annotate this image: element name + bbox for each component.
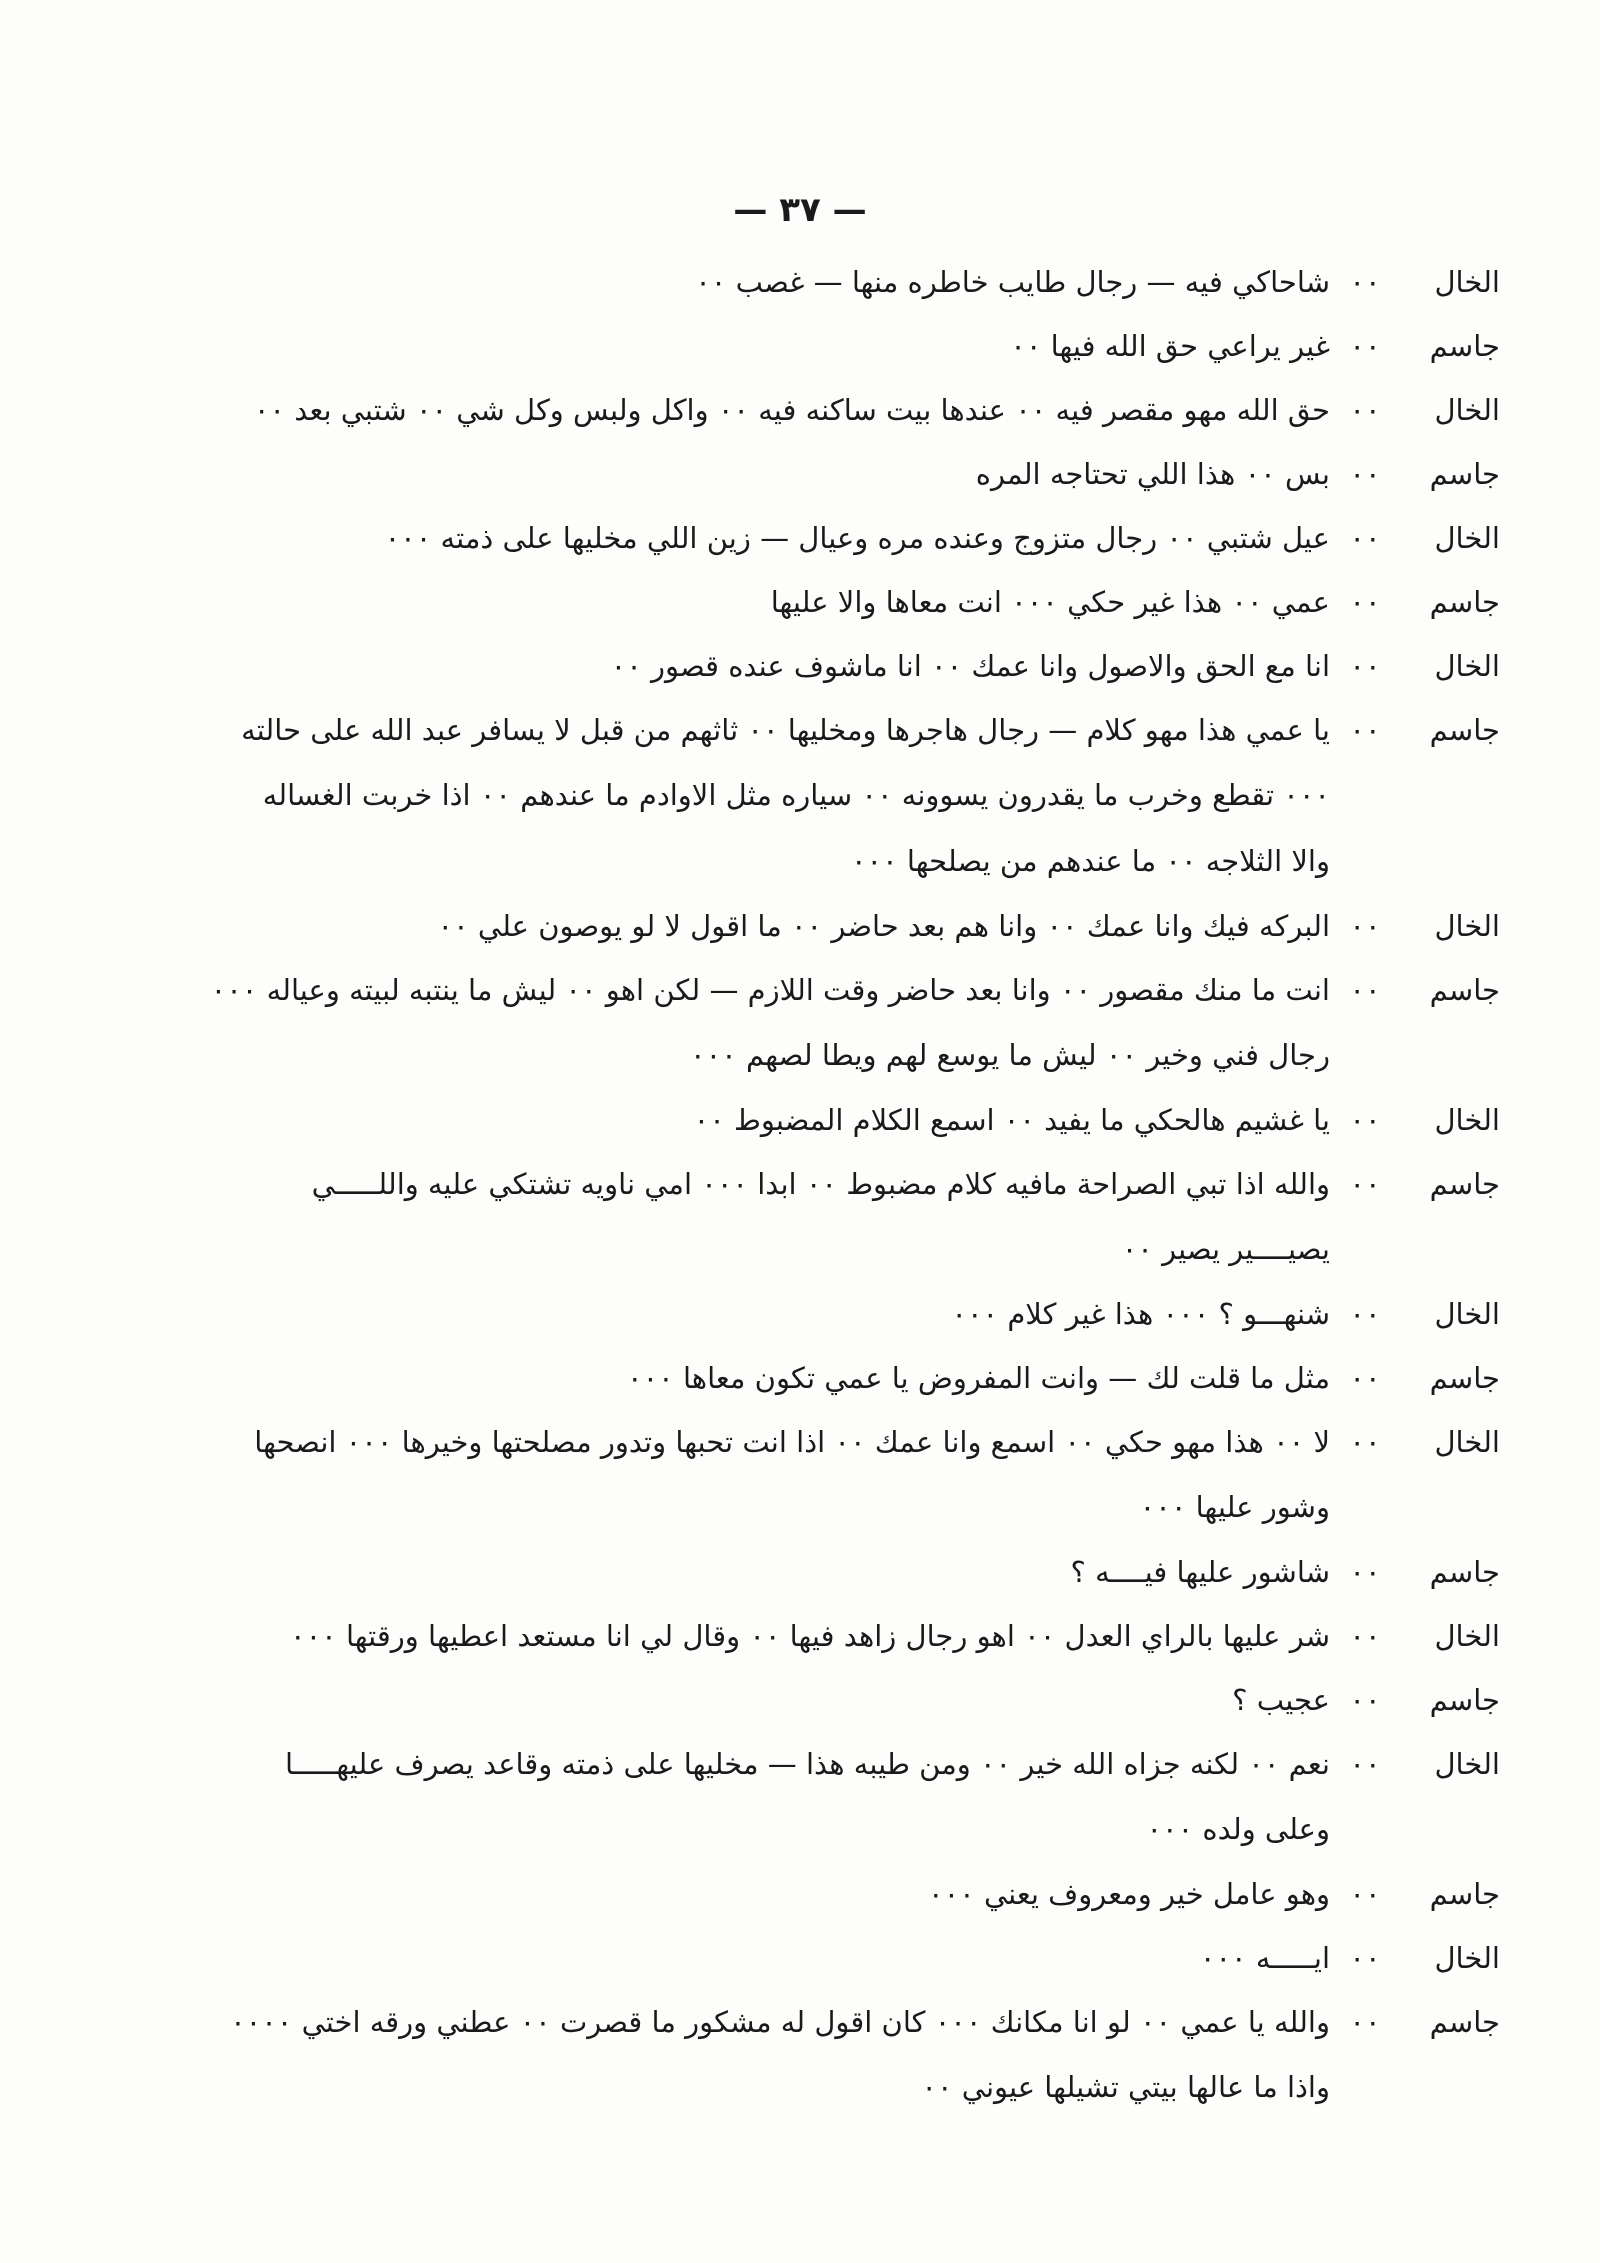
dialogue-line [120, 698, 1500, 762]
speaker-name: الخال [1434, 1425, 1500, 1459]
dialogue-line [120, 1088, 1500, 1152]
dialogue-text: مثل ما قلت لك — وانت المفروض يا عمي تكون معاها ٠٠٠ [627, 1361, 1330, 1395]
dialogue-text: نعم ٠٠ لكنه جزاه الله خير ٠٠ ومن طيبه هذا — مخليها على ذمته وقاعد يصرف عليهـــــا [284, 1747, 1330, 1781]
dialogue-text: عيل شتبي ٠٠ رجال متزوج وعنده مره وعيال — زين اللي مخليها على ذمته ٠٠٠ [384, 521, 1330, 555]
dialogue-text: بس ٠٠ هذا اللي تحتاجه المره [975, 457, 1330, 491]
speaker-name: جاسم [1429, 585, 1500, 619]
speaker-name: الخال [1434, 521, 1500, 555]
continuation-line [120, 1796, 1500, 1862]
speaker-separator: ٠٠ [1349, 973, 1381, 1007]
dialogue-text: شاشور عليها فيــــه ؟ [1070, 1555, 1330, 1589]
speaker-name: الخال [1434, 393, 1500, 427]
dialogue-text: وعلى ولده ٠٠٠ [1146, 1812, 1330, 1846]
dialogue-text: والله اذا تبي الصراحة مافيه كلام مضبوط ٠٠ ابدا ٠٠٠ امي ناويه تشتكي عليه واللـــــي [311, 1167, 1330, 1201]
dialogue-text: عجيب ؟ [1232, 1683, 1330, 1717]
dialogue-text: لا ٠٠ هذا مهو حكي ٠٠ اسمع وانا عمك ٠٠ اذا انت تحبها وتدور مصلحتها وخيرها ٠٠٠ انصحها [254, 1425, 1330, 1459]
speaker-name: الخال [1434, 1619, 1500, 1653]
speaker-name: الخال [1434, 265, 1500, 299]
dialogue-text: البركه فيك وانا عمك ٠٠ وانا هم بعد حاضر ٠٠ ما اقول لا لو يوصون علي ٠٠ [437, 909, 1330, 943]
dialogue-text: شنهـــو ؟ ٠٠٠ هذا غير كلام ٠٠٠ [951, 1297, 1330, 1331]
dialogue-line [120, 506, 1500, 570]
dialogue-line [120, 378, 1500, 442]
dialogue-text: شر عليها بالراي العدل ٠٠ اهو رجال زاهد فيها ٠٠ وقال لي انا مستعد اعطيها ورقتها ٠٠٠ [290, 1619, 1330, 1653]
speaker-name: جاسم [1429, 1167, 1500, 1201]
dialogue-line [120, 442, 1500, 506]
speaker-separator: ٠٠ [1349, 1555, 1381, 1589]
speaker-name: الخال [1434, 909, 1500, 943]
speaker-separator: ٠٠ [1349, 649, 1381, 683]
speaker-separator: ٠٠ [1349, 1683, 1381, 1717]
speaker-separator: ٠٠ [1349, 1877, 1381, 1911]
dialogue-text: يا عمي هذا مهو كلام — رجال هاجرها ومخليها ٠٠ ثاثهم من قبل لا يسافر عبد الله على حالته [241, 713, 1330, 747]
dialogue-line [120, 1346, 1500, 1410]
dialogue-line [120, 1540, 1500, 1604]
speaker-name: جاسم [1429, 713, 1500, 747]
speaker-name: الخال [1434, 1103, 1500, 1137]
dialogue-text: والله يا عمي ٠٠ لو انا مكانك ٠٠٠ كان اقول له مشكور ما قصرت ٠٠ عطني ورقه اختي ٠٠٠٠ [230, 2005, 1330, 2039]
dialogue-text: شاحاكي فيه — رجال طايب خاطره منها — غصب ٠٠ [695, 265, 1330, 299]
dialogue-text: ٠٠٠ تقطع وخرب ما يقدرون يسوونه ٠٠ سياره مثل الاوادم ما عندهم ٠٠ اذا خربت الغساله [262, 778, 1330, 812]
speaker-separator: ٠٠ [1349, 329, 1381, 363]
speaker-name: الخال [1434, 1297, 1500, 1331]
dialogue-line [120, 958, 1500, 1022]
dialogue-line [120, 1410, 1500, 1474]
dialogue-text: وهو عامل خير ومعروف يعني ٠٠٠ [928, 1877, 1330, 1911]
speaker-name: جاسم [1429, 973, 1500, 1007]
dialogue-line [120, 1668, 1500, 1732]
dialogue-line [120, 1926, 1500, 1990]
continuation-line [120, 1474, 1500, 1540]
speaker-separator: ٠٠ [1349, 1747, 1381, 1781]
speaker-name: جاسم [1429, 1877, 1500, 1911]
script-body [120, 250, 1500, 2120]
speaker-separator: ٠٠ [1349, 1297, 1381, 1331]
speaker-name: الخال [1434, 1941, 1500, 1975]
speaker-separator: ٠٠ [1349, 909, 1381, 943]
dialogue-text: يصيــــير يصير ٠٠ [1121, 1232, 1330, 1266]
speaker-separator: ٠٠ [1349, 2005, 1381, 2039]
continuation-line [120, 2054, 1500, 2120]
dialogue-text: ايـــــه ٠٠٠ [1199, 1941, 1330, 1975]
dialogue-text: غير يراعي حق الله فيها ٠٠ [1010, 329, 1330, 363]
speaker-name: الخال [1434, 649, 1500, 683]
dialogue-line [120, 1732, 1500, 1796]
dialogue-text: انت ما منك مقصور ٠٠ وانا بعد حاضر وقت اللازم — لكن اهو ٠٠ ليش ما ينتبه لبيته وعياله ٠٠٠ [210, 973, 1330, 1007]
dialogue-line [120, 314, 1500, 378]
continuation-line [120, 762, 1500, 828]
dialogue-text: عمي ٠٠ هذا غير حكي ٠٠٠ انت معاها والا عليها [770, 585, 1330, 619]
continuation-line [120, 1022, 1500, 1088]
dialogue-text: رجال فني وخير ٠٠ ليش ما يوسع لهم ويطا لصهم ٠٠٠ [690, 1038, 1330, 1072]
dialogue-line [120, 1604, 1500, 1668]
dialogue-line [120, 250, 1500, 314]
speaker-name: الخال [1434, 1747, 1500, 1781]
speaker-separator: ٠٠ [1349, 585, 1381, 619]
dialogue-text: انا مع الحق والاصول وانا عمك ٠٠ انا ماشوف عنده قصور ٠٠ [610, 649, 1330, 683]
speaker-name: جاسم [1429, 2005, 1500, 2039]
dialogue-text: حق الله مهو مقصر فيه ٠٠ عندها بيت ساكنه فيه ٠٠ واكل ولبس وكل شي ٠٠ شتبي بعد ٠٠ [253, 393, 1330, 427]
dialogue-text: والا الثلاجه ٠٠ ما عندهم من يصلحها ٠٠٠ [850, 844, 1330, 878]
speaker-separator: ٠٠ [1349, 1361, 1381, 1395]
speaker-separator: ٠٠ [1349, 1619, 1381, 1653]
dialogue-line [120, 1990, 1500, 2054]
page-number: — ٣٧ — [733, 190, 867, 230]
speaker-separator: ٠٠ [1349, 1425, 1381, 1459]
dialogue-line [120, 894, 1500, 958]
dialogue-text: وشور عليها ٠٠٠ [1139, 1490, 1330, 1524]
dialogue-line [120, 1282, 1500, 1346]
speaker-separator: ٠٠ [1349, 521, 1381, 555]
speaker-separator: ٠٠ [1349, 457, 1381, 491]
dialogue-text: واذا ما عالها بيتي تشيلها عيوني ٠٠ [921, 2070, 1330, 2104]
dialogue-line [120, 1862, 1500, 1926]
continuation-line [120, 828, 1500, 894]
speaker-name: جاسم [1429, 1555, 1500, 1589]
speaker-separator: ٠٠ [1349, 1103, 1381, 1137]
speaker-name: جاسم [1429, 1361, 1500, 1395]
dialogue-text: يا غشيم هالحكي ما يفيد ٠٠ اسمع الكلام المضبوط ٠٠ [693, 1103, 1330, 1137]
speaker-separator: ٠٠ [1349, 713, 1381, 747]
speaker-name: جاسم [1429, 1683, 1500, 1717]
dialogue-line [120, 634, 1500, 698]
dialogue-line [120, 1152, 1500, 1216]
speaker-separator: ٠٠ [1349, 1167, 1381, 1201]
dialogue-line [120, 570, 1500, 634]
speaker-separator: ٠٠ [1349, 265, 1381, 299]
speaker-separator: ٠٠ [1349, 393, 1381, 427]
speaker-separator: ٠٠ [1349, 1941, 1381, 1975]
speaker-name: جاسم [1429, 329, 1500, 363]
speaker-name: جاسم [1429, 457, 1500, 491]
continuation-line [120, 1216, 1500, 1282]
